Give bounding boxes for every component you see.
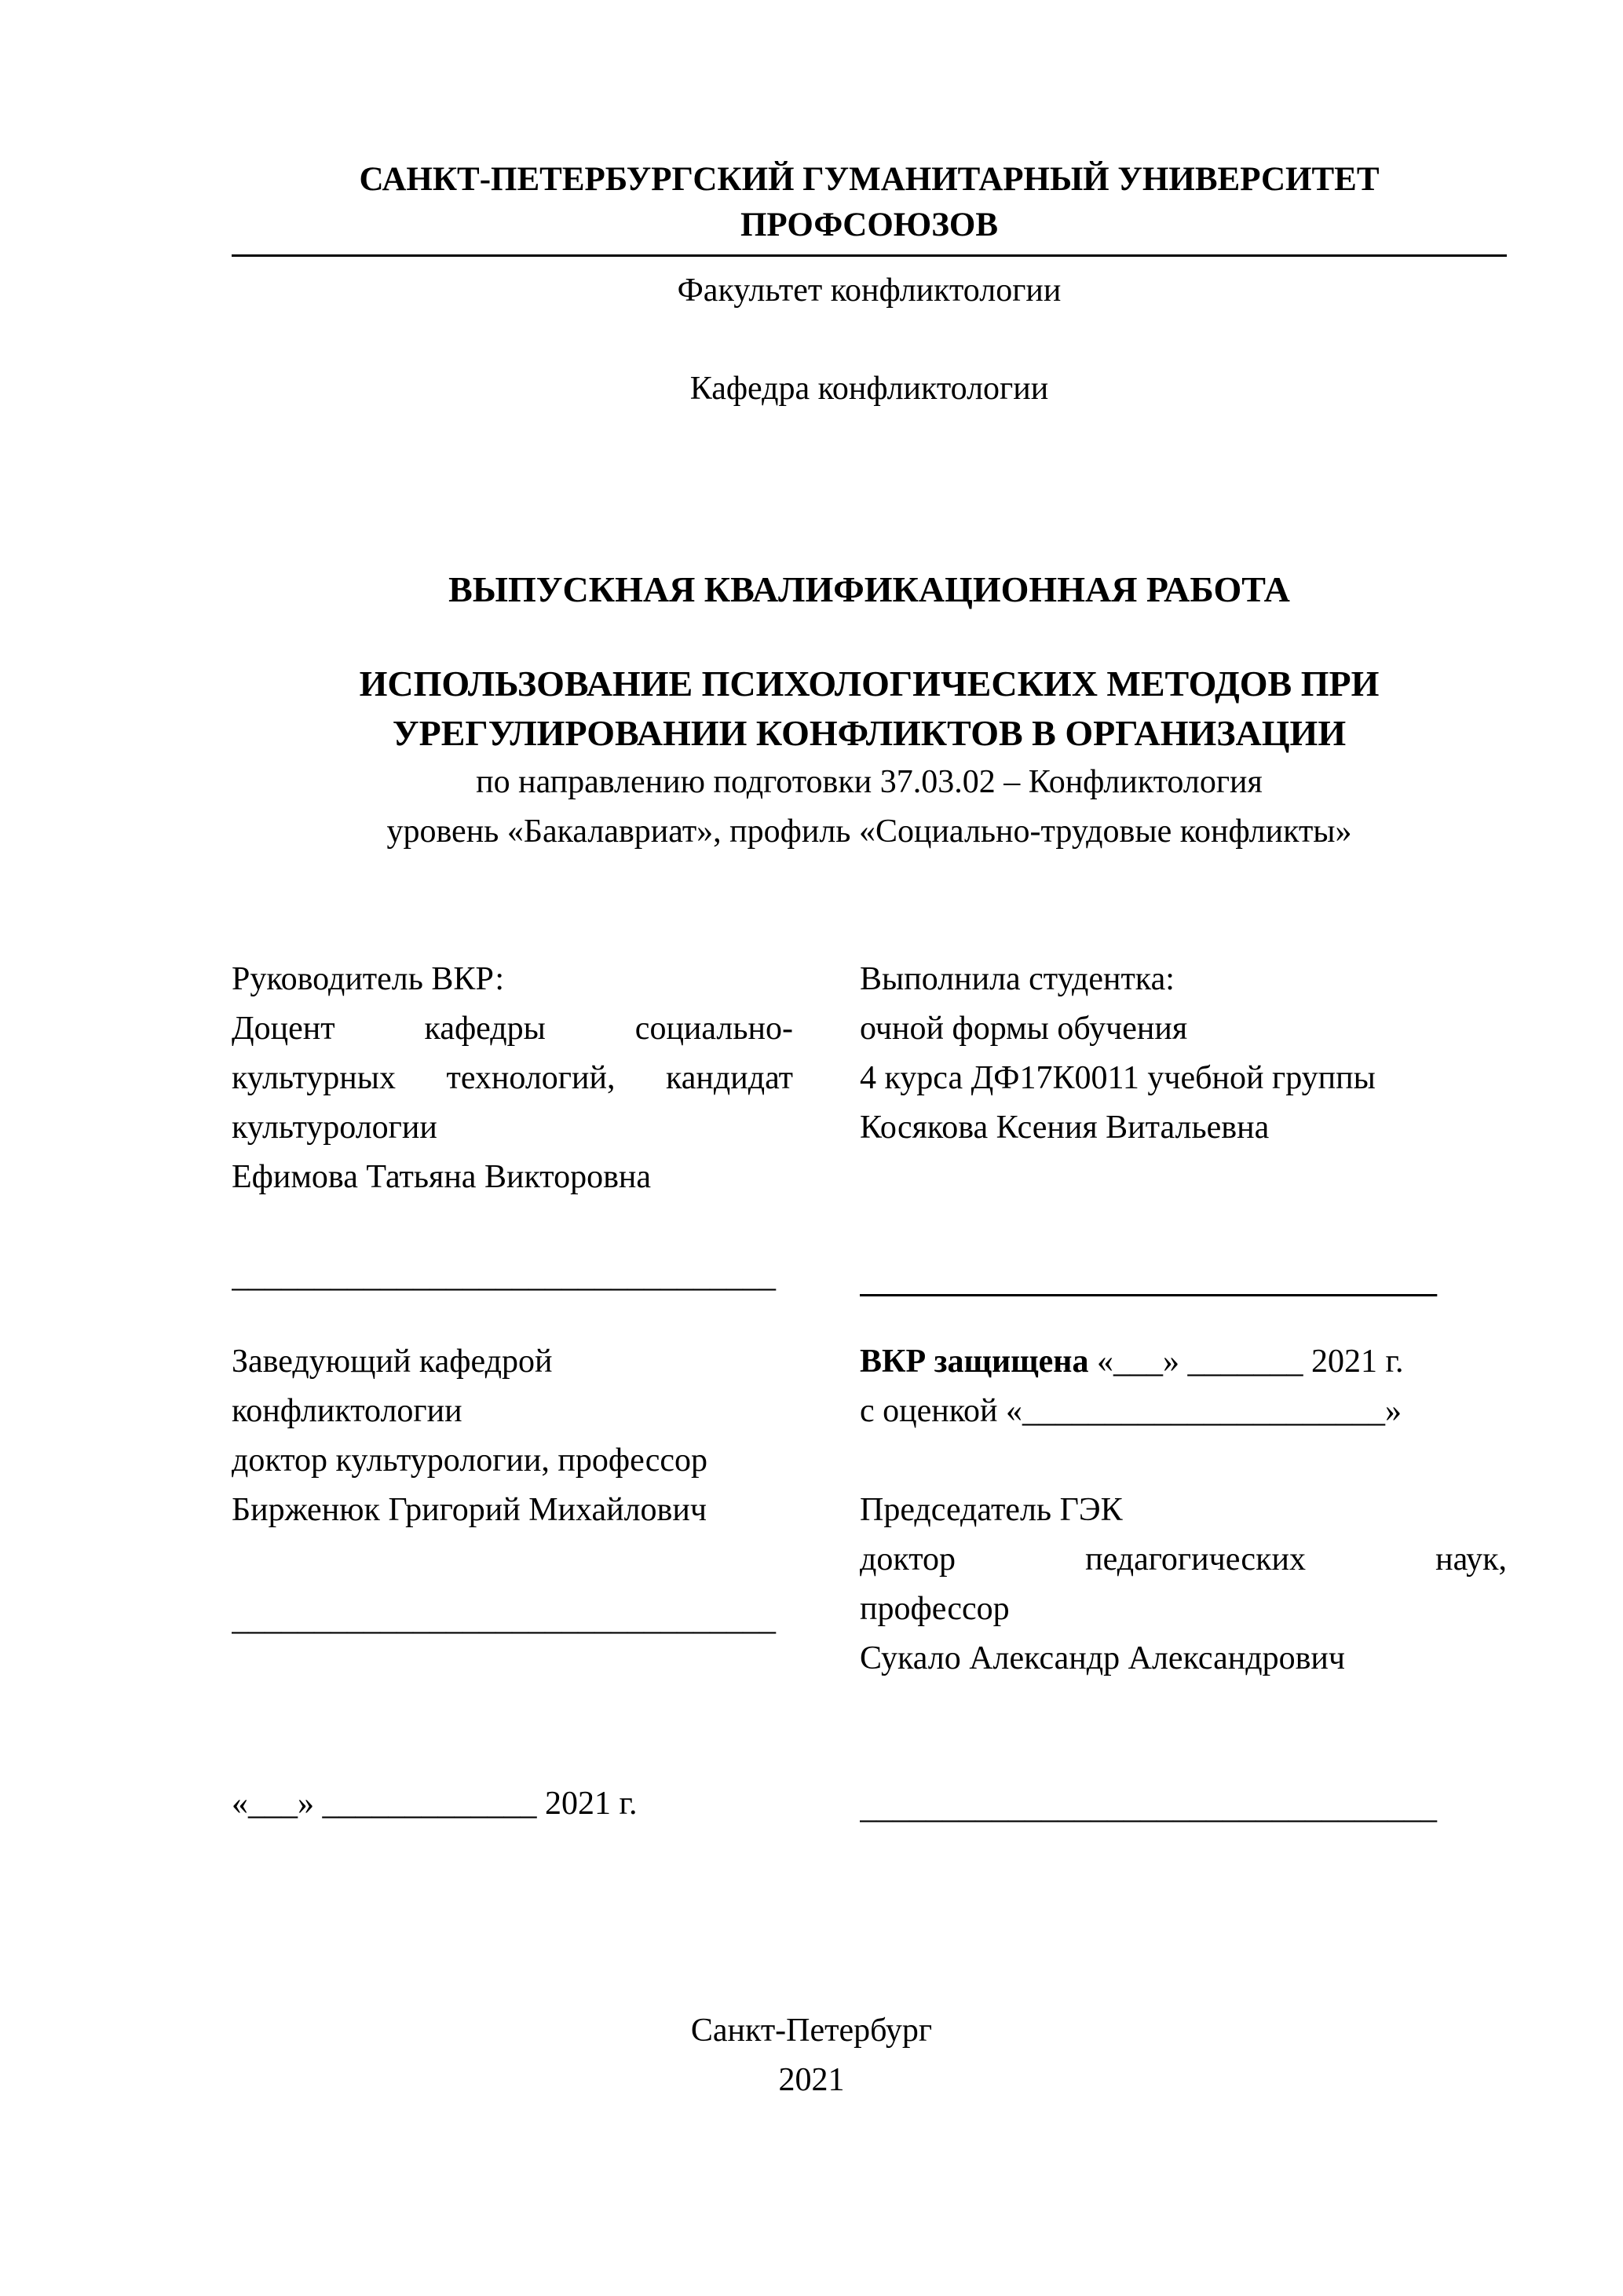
date-line: «___» _____________ 2021 г. [232,1786,638,1822]
right-column [860,955,1507,1833]
left-column [232,955,793,1833]
department-name: Кафедра конфликтологии [689,371,1049,407]
student-info-line: 4 курса ДФ17К0011 учебной группы [860,1060,1376,1096]
two-column-section [232,955,1507,1833]
defended-line [860,1337,1507,1387]
chair-desc-line: профессор [860,1591,1010,1627]
year: 2021 [778,2062,845,2098]
student-name: Косякова Ксения Витальевна [860,1110,1270,1146]
program-line: по направлению подготовки 37.03.02 – Конфликтология [476,764,1263,800]
supervisor-label: Руководитель ВКР: [232,961,505,997]
thesis-title-line2: УРЕГУЛИРОВАНИИ КОНФЛИКТОВ В ОРГАНИЗАЦИИ [392,713,1347,753]
supervisor-desc-line: культурных технологий, кандидат [232,1060,793,1096]
student-signature-line: ___________________________________ [860,1263,1437,1300]
work-type-title: ВЫПУСКНАЯ КВАЛИФИКАЦИОННАЯ РАБОТА [448,569,1290,609]
supervisor-desc-line: Доцент кафедры социально- [232,1011,793,1047]
defended-label: ВКР защищена [860,1344,1089,1380]
head-of-department-line: конфликтологии [232,1393,462,1429]
chair-label: Председатель ГЭК [860,1492,1123,1528]
supervisor-signature-line: _________________________________ [232,1258,776,1294]
student-info-line: очной формы обучения [860,1011,1188,1047]
university-name: САНКТ-ПЕТЕРБУРГСКИЙ ГУМАНИТАРНЫЙ УНИВЕРСИТЕТ ПРОФСОЮЗОВ [232,157,1507,257]
head-of-department-line: доктор культурологии, профессор [232,1442,708,1479]
head-of-department-name: Бирженюк Григорий Михайлович [232,1492,707,1528]
footer [0,2006,1623,2105]
student-label: Выполнила студентка: [860,961,1175,997]
grade-line: с оценкой «______________________» [860,1393,1402,1429]
page-content [232,157,1507,1833]
chair-desc-line: доктор педагогических наук, [860,1541,1507,1578]
chair-signature-line: ___________________________________ [860,1790,1437,1826]
city-name: Санкт-Петербург [690,2013,933,2049]
chair-name: Сукало Александр Александрович [860,1640,1346,1676]
defended-date-blank: «___» _______ 2021 г. [1088,1344,1404,1380]
head-signature-line: _________________________________ [232,1601,776,1637]
level-line: уровень «Бакалавриат», профиль «Социально-трудовые конфликты» [386,813,1352,850]
head-of-department-line: Заведующий кафедрой [232,1344,553,1380]
supervisor-name: Ефимова Татьяна Викторовна [232,1159,652,1195]
supervisor-desc-line: культурологии [232,1110,437,1146]
faculty-name: Факультет конфликтологии [677,272,1062,309]
thesis-title-line1: ИСПОЛЬЗОВАНИЕ ПСИХОЛОГИЧЕСКИХ МЕТОДОВ ПРИ [359,664,1380,704]
